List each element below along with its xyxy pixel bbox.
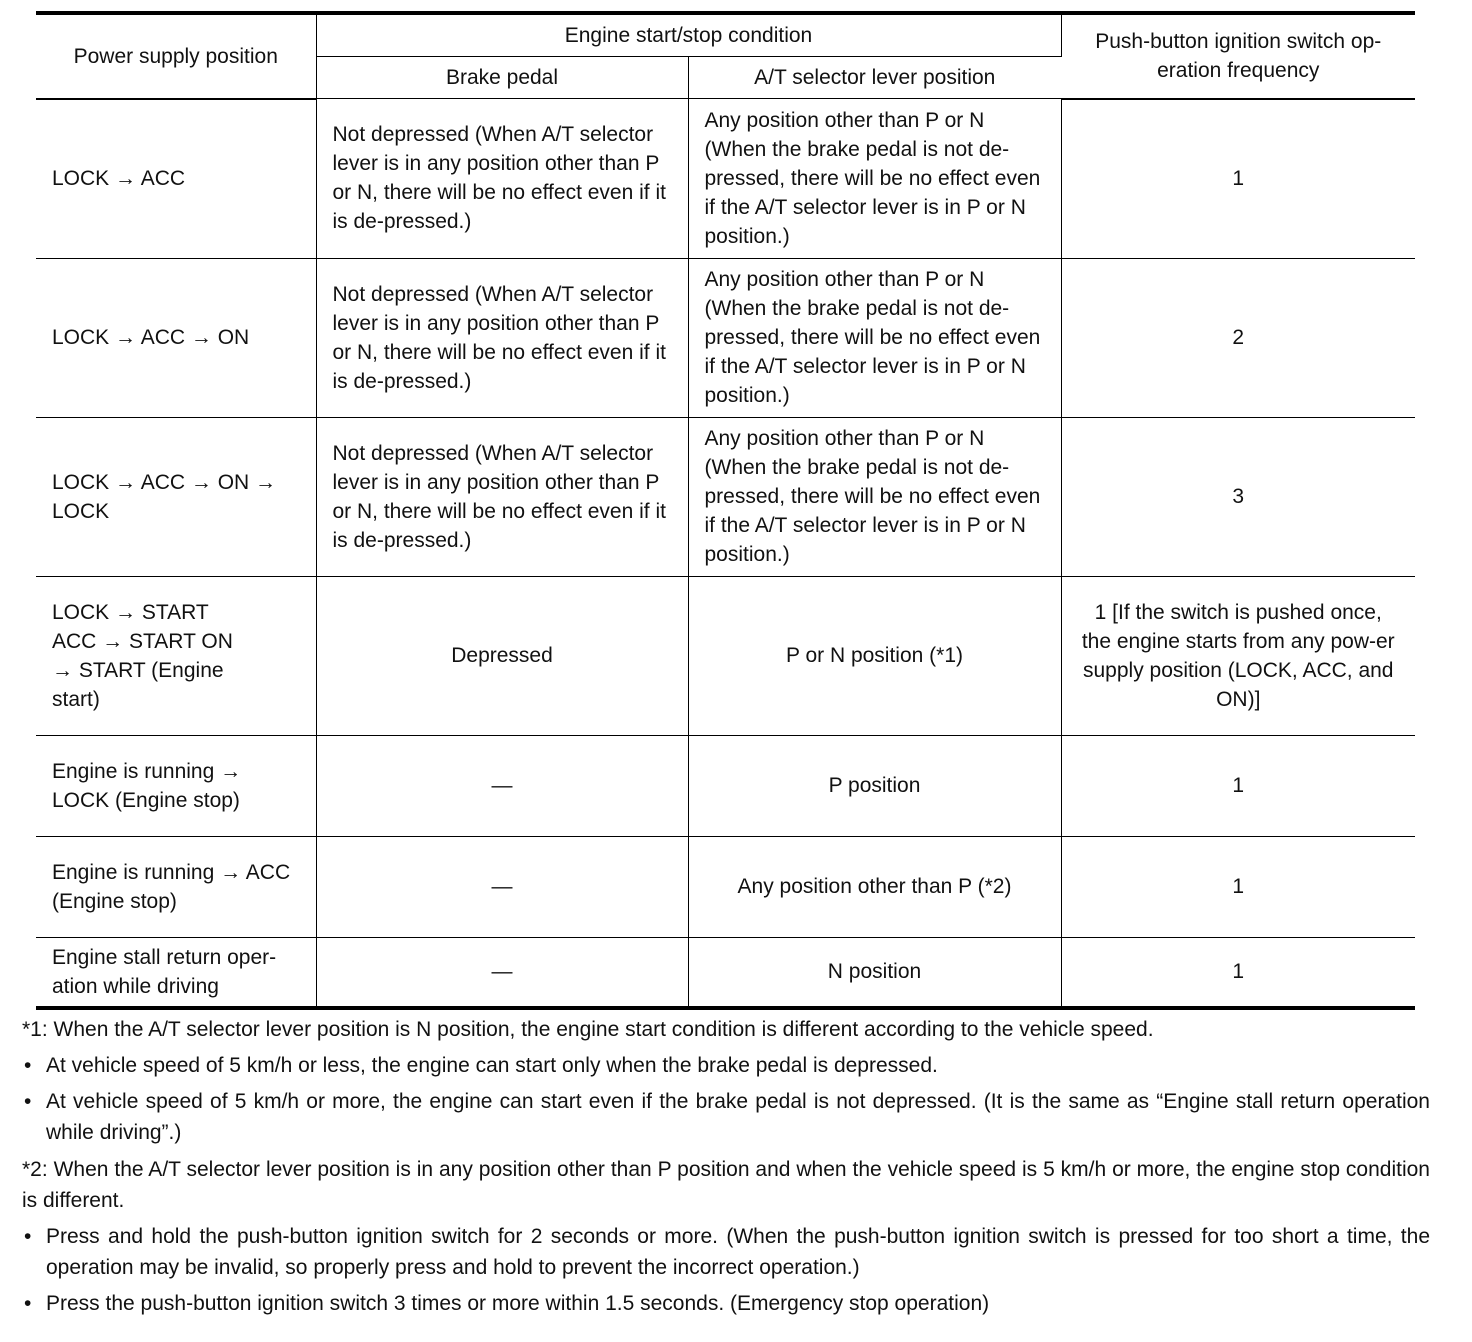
cell-power: LOCK → ACC → ON: [36, 258, 316, 417]
footnote-2-bullet: • Press and hold the push-button ignition switch for 2 seconds or more. (When the push-button ignition switch is pressed for too short a time, the operation may be invalid, so properly press and hold to prevent the incorrect operation.): [22, 1221, 1430, 1283]
cell-brake: Not depressed (When A/T selector lever is in any position other than P or N, there will be no effect even if it is de-pressed.): [316, 258, 688, 417]
cell-power: Engine is running → LOCK (Engine stop): [36, 735, 316, 836]
cell-brake: Depressed: [316, 576, 688, 735]
cell-frequency: 1: [1061, 937, 1415, 1008]
cell-brake: —: [316, 836, 688, 937]
cell-lever: Any position other than P or N (When the brake pedal is not de-pressed, there will be no effect even if the A/T selector lever is in P or N position.): [688, 99, 1061, 259]
cell-frequency: 1: [1061, 735, 1415, 836]
header-engine-condition: Engine start/stop condition: [316, 13, 1061, 57]
power-supply-table: [36, 11, 1415, 1010]
footnote-1-bullet: • At vehicle speed of 5 km/h or less, the engine can start only when the brake pedal is depressed.: [22, 1050, 1430, 1081]
cell-lever: P position: [688, 735, 1061, 836]
footnote-1: *1: When the A/T selector lever position is N position, the engine start condition is different according to the vehicle speed.: [22, 1018, 1154, 1041]
footnote-2-bullet: • Press the push-button ignition switch 3 times or more within 1.5 seconds. (Emergency stop operation): [22, 1288, 1430, 1319]
cell-lever: Any position other than P (*2): [688, 836, 1061, 937]
header-brake-pedal: Brake pedal: [316, 57, 688, 99]
header-operation-frequency: Push-button ignition switch op-eration frequency: [1061, 13, 1415, 99]
cell-lever: N position: [688, 937, 1061, 1008]
header-power-supply-position: Power supply position: [36, 13, 316, 99]
cell-brake: Not depressed (When A/T selector lever is in any position other than P or N, there will be no effect even if it is de-pressed.): [316, 99, 688, 259]
cell-power: LOCK → START ACC → START ON → START (Engine start): [36, 576, 316, 735]
table-row: [36, 836, 1415, 937]
table-row: [36, 576, 1415, 735]
table-row: [36, 99, 1415, 259]
cell-brake: —: [316, 937, 688, 1008]
footnotes: [22, 1014, 1430, 1319]
cell-frequency: 2: [1061, 258, 1415, 417]
cell-brake: Not depressed (When A/T selector lever is in any position other than P or N, there will be no effect even if it is de-pressed.): [316, 417, 688, 576]
cell-frequency: 1: [1061, 99, 1415, 259]
cell-power: LOCK → ACC → ON → LOCK: [36, 417, 316, 576]
cell-power: Engine stall return oper-ation while driving: [36, 937, 316, 1008]
cell-power: LOCK → ACC: [36, 99, 316, 259]
cell-brake: —: [316, 735, 688, 836]
cell-frequency: 1 [If the switch is pushed once, the engine starts from any pow-er supply position (LOCK, ACC, and ON)]: [1061, 576, 1415, 735]
table-row: [36, 735, 1415, 836]
cell-lever: P or N position (*1): [688, 576, 1061, 735]
table-row: [36, 417, 1415, 576]
footnote-2: *2: When the A/T selector lever position is in any position other than P position and when the vehicle speed is 5 km/h or more, the engine stop condition is different.: [22, 1158, 1430, 1212]
cell-lever: Any position other than P or N (When the brake pedal is not de-pressed, there will be no effect even if the A/T selector lever is in P or N position.): [688, 258, 1061, 417]
header-selector-lever-position: A/T selector lever position: [688, 57, 1061, 99]
table-header-row: [36, 13, 1415, 57]
table-row: [36, 937, 1415, 1008]
cell-power: Engine is running → ACC (Engine stop): [36, 836, 316, 937]
cell-frequency: 1: [1061, 836, 1415, 937]
table-row: [36, 258, 1415, 417]
cell-lever: Any position other than P or N (When the brake pedal is not de-pressed, there will be no effect even if the A/T selector lever is in P or N position.): [688, 417, 1061, 576]
footnote-1-bullet: • At vehicle speed of 5 km/h or more, the engine can start even if the brake pedal is not depressed. (It is the same as “Engine stall return operation while driving”.): [22, 1086, 1430, 1148]
cell-frequency: 3: [1061, 417, 1415, 576]
